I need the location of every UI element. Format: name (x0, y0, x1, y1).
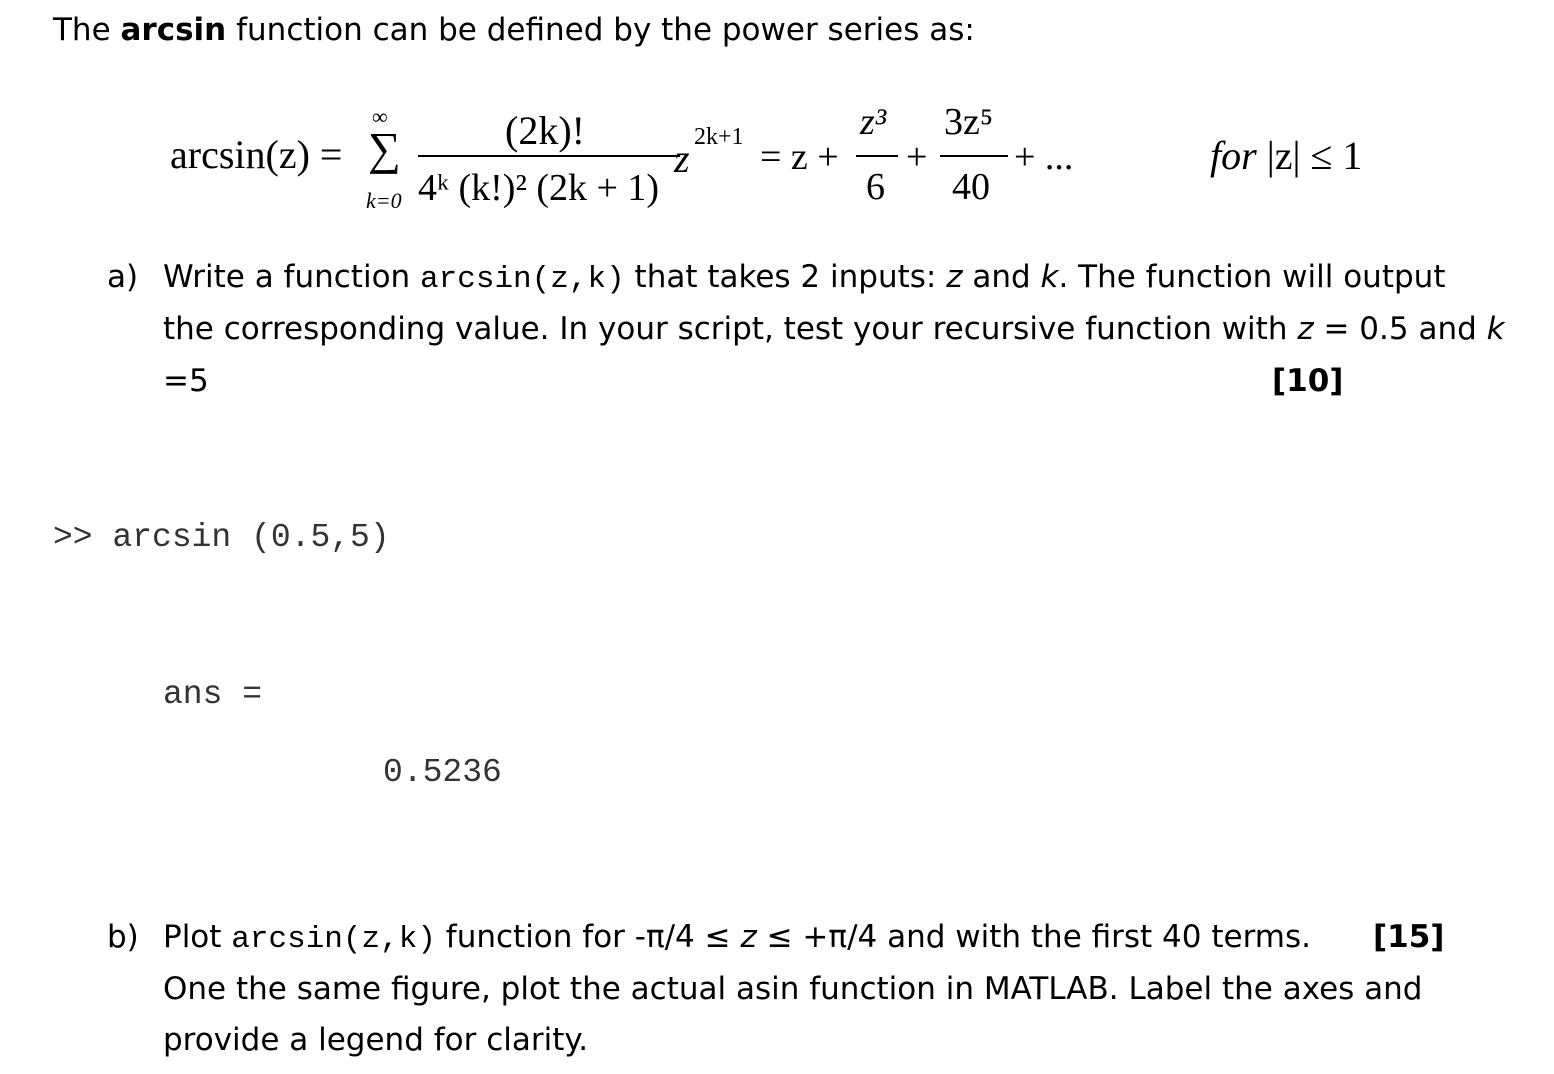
part-a-marks (1272, 363, 1343, 399)
series-equals: = z + (760, 136, 839, 178)
condition-for: for (1210, 133, 1257, 178)
arcsin-code-b: arcsin(z,k) (231, 922, 436, 957)
part-b-line2: One the same figure, plot the actual asin function in MATLAB. Label the axes and (163, 971, 1423, 1007)
part-b-l1-text-2: function for -π/4 ≤ (435, 919, 741, 955)
part-a-marker: a) (107, 259, 139, 295)
main-numerator: (2k)! (505, 108, 585, 153)
part-b-l1-text-1: Plot (163, 919, 232, 955)
term1-denominator: 6 (866, 166, 885, 208)
console-ans-value: 0.5236 (383, 754, 502, 791)
part-a-l2-text-2: = 0.5 and (1313, 311, 1487, 347)
domain-condition (1210, 132, 1362, 179)
intro-text (53, 12, 975, 48)
var-z: z (946, 259, 963, 295)
part-a-line3: =5 (163, 363, 209, 399)
var-k: k (1040, 259, 1059, 295)
series-plus: + (906, 136, 928, 178)
power-exponent: 2k+1 (694, 124, 744, 150)
part-a-l1-text-3: and (962, 259, 1041, 295)
intro-suffix: function can be defined by the power series as: (226, 12, 975, 48)
var-k-2: k (1486, 311, 1505, 347)
part-a-marks-value: [10] (1272, 363, 1344, 399)
part-b-marker: b) (107, 919, 139, 955)
condition-rest: |z| ≤ 1 (1266, 133, 1363, 178)
part-a-line2 (163, 311, 1505, 347)
sigma-symbol: ∑ (368, 123, 401, 174)
series-tail: + ... (1014, 136, 1074, 178)
intro-prefix: The (53, 12, 121, 48)
intro-bold-arcsin: arcsin (120, 12, 227, 48)
console-ans-label: ans = (163, 676, 263, 713)
main-fraction-bar (418, 155, 680, 157)
term2-numerator: 3z⁵ (944, 101, 994, 143)
sum-upper-limit: ∞ (372, 104, 388, 129)
part-a-l1-text-1: Write a function (163, 259, 421, 295)
term1-fraction-bar (856, 155, 898, 157)
part-b-line3: provide a legend for clarity. (163, 1022, 589, 1058)
main-denominator: 4ᵏ (k!)² (2k + 1) (418, 167, 660, 209)
part-a-line1 (163, 259, 1445, 297)
term2-denominator: 40 (952, 166, 990, 208)
arcsin-code: arcsin(z,k) (420, 262, 625, 297)
part-b-marks-value: [15] (1373, 919, 1445, 955)
term2-fraction-bar (940, 155, 1008, 157)
console-command: >> arcsin (0.5,5) (53, 519, 390, 556)
part-a-l1-text-2: that takes 2 inputs: (624, 259, 947, 295)
part-a-l1-text-4: . The function will output (1058, 259, 1446, 295)
var-z-2: z (1297, 311, 1314, 347)
part-b-marks (1373, 919, 1444, 955)
sum-lower-limit: k=0 (366, 188, 402, 213)
formula-lhs: arcsin(z) = (170, 132, 343, 177)
power-base: z (674, 136, 690, 181)
var-z-b: z (740, 919, 757, 955)
part-b-l1-text-3: ≤ +π/4 and with the first 40 terms. (756, 919, 1311, 955)
term1-numerator: z³ (860, 101, 887, 143)
part-b-line1 (163, 919, 1311, 957)
part-a-l2-text-1: the corresponding value. In your script, test your recursive function with (163, 311, 1298, 347)
